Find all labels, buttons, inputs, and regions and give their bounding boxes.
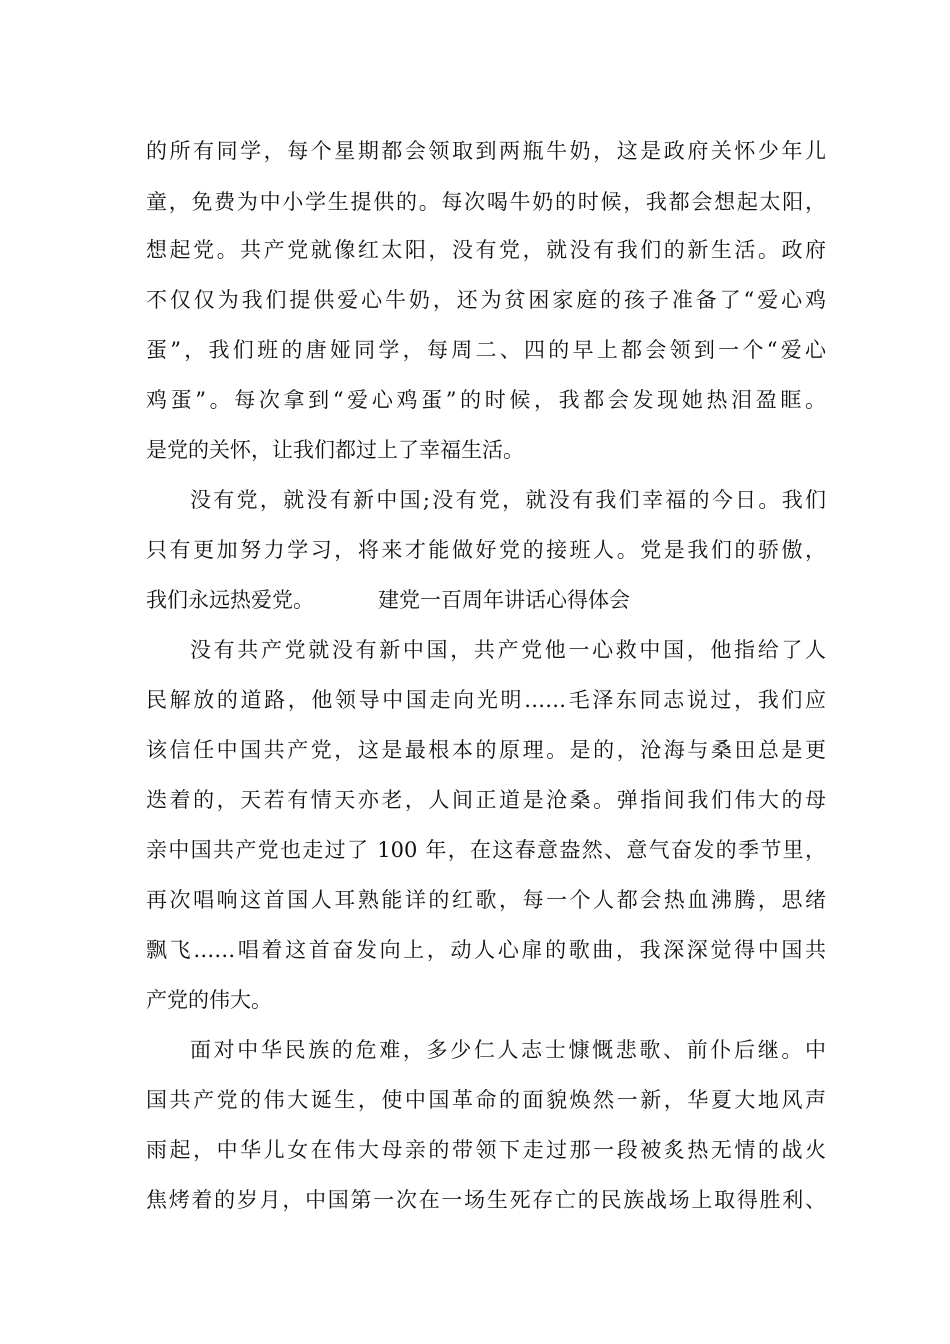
text-line: 再次唱响这首国人耳熟能详的红歌，每一个人都会热血沸腾，思绪	[146, 888, 826, 912]
text-line: 鸡蛋”。每次拿到“爱心鸡蛋”的时候，我都会发现她热泪盈眶。	[146, 388, 826, 412]
text-line: 没有党，就没有新中国;没有党，就没有我们幸福的今日。我们	[190, 488, 826, 512]
text-line: 的所有同学，每个星期都会领取到两瓶牛奶，这是政府关怀少年儿	[146, 139, 826, 163]
text-line: 面对中华民族的危难，多少仁人志士慷慨悲歌、前仆后继。中	[190, 1038, 826, 1062]
text-line: 蛋”，我们班的唐娅同学，每周二、四的早上都会领到一个“爱心	[146, 338, 826, 362]
text-line: 产党的伟大。	[146, 988, 272, 1012]
text-line: 想起党。共产党就像红太阳，没有党，就没有我们的新生活。政府	[146, 238, 826, 262]
text-line: 该信任中国共产党，这是最根本的原理。是的，沧海与桑田总是更	[146, 738, 826, 762]
text-line: 雨起，中华儿女在伟大母亲的带领下走过那一段被炙热无情的战火	[146, 1138, 826, 1162]
text-line	[146, 580, 826, 620]
text-line: 是党的关怀，让我们都过上了幸福生活。	[146, 438, 524, 462]
text-line: 国共产党的伟大诞生，使中国革命的面貌焕然一新，华夏大地风声	[146, 1088, 826, 1112]
text-line: 不仅仅为我们提供爱心牛奶，还为贫困家庭的孩子准备了“爱心鸡	[146, 288, 826, 312]
text-line: 童，免费为中小学生提供的。每次喝牛奶的时候，我都会想起太阳，	[146, 190, 826, 214]
paragraph-text: 我们永远热爱党。	[146, 588, 314, 612]
text-line: 迭着的，天若有情天亦老，人间正道是沧桑。弹指间我们伟大的母	[146, 788, 826, 812]
text-line: 只有更加努力学习，将来才能做好党的接班人。党是我们的骄傲，	[146, 538, 826, 562]
text-line: 焦烤着的岁月，中国第一次在一场生死存亡的民族战场上取得胜利、	[146, 1188, 826, 1212]
text-line: 民解放的道路，他领导中国走向光明……毛泽东同志说过，我们应	[146, 688, 826, 712]
section-title: 建党一百周年讲话心得体会	[378, 588, 630, 612]
text-line: 没有共产党就没有新中国，共产党他一心救中国，他指给了人	[190, 638, 826, 662]
text-line: 亲中国共产党也走过了 100 年，在这春意盎然、意气奋发的季节里，	[146, 838, 826, 862]
text-line: 飘飞……唱着这首奋发向上，动人心扉的歌曲，我深深觉得中国共	[146, 938, 826, 962]
